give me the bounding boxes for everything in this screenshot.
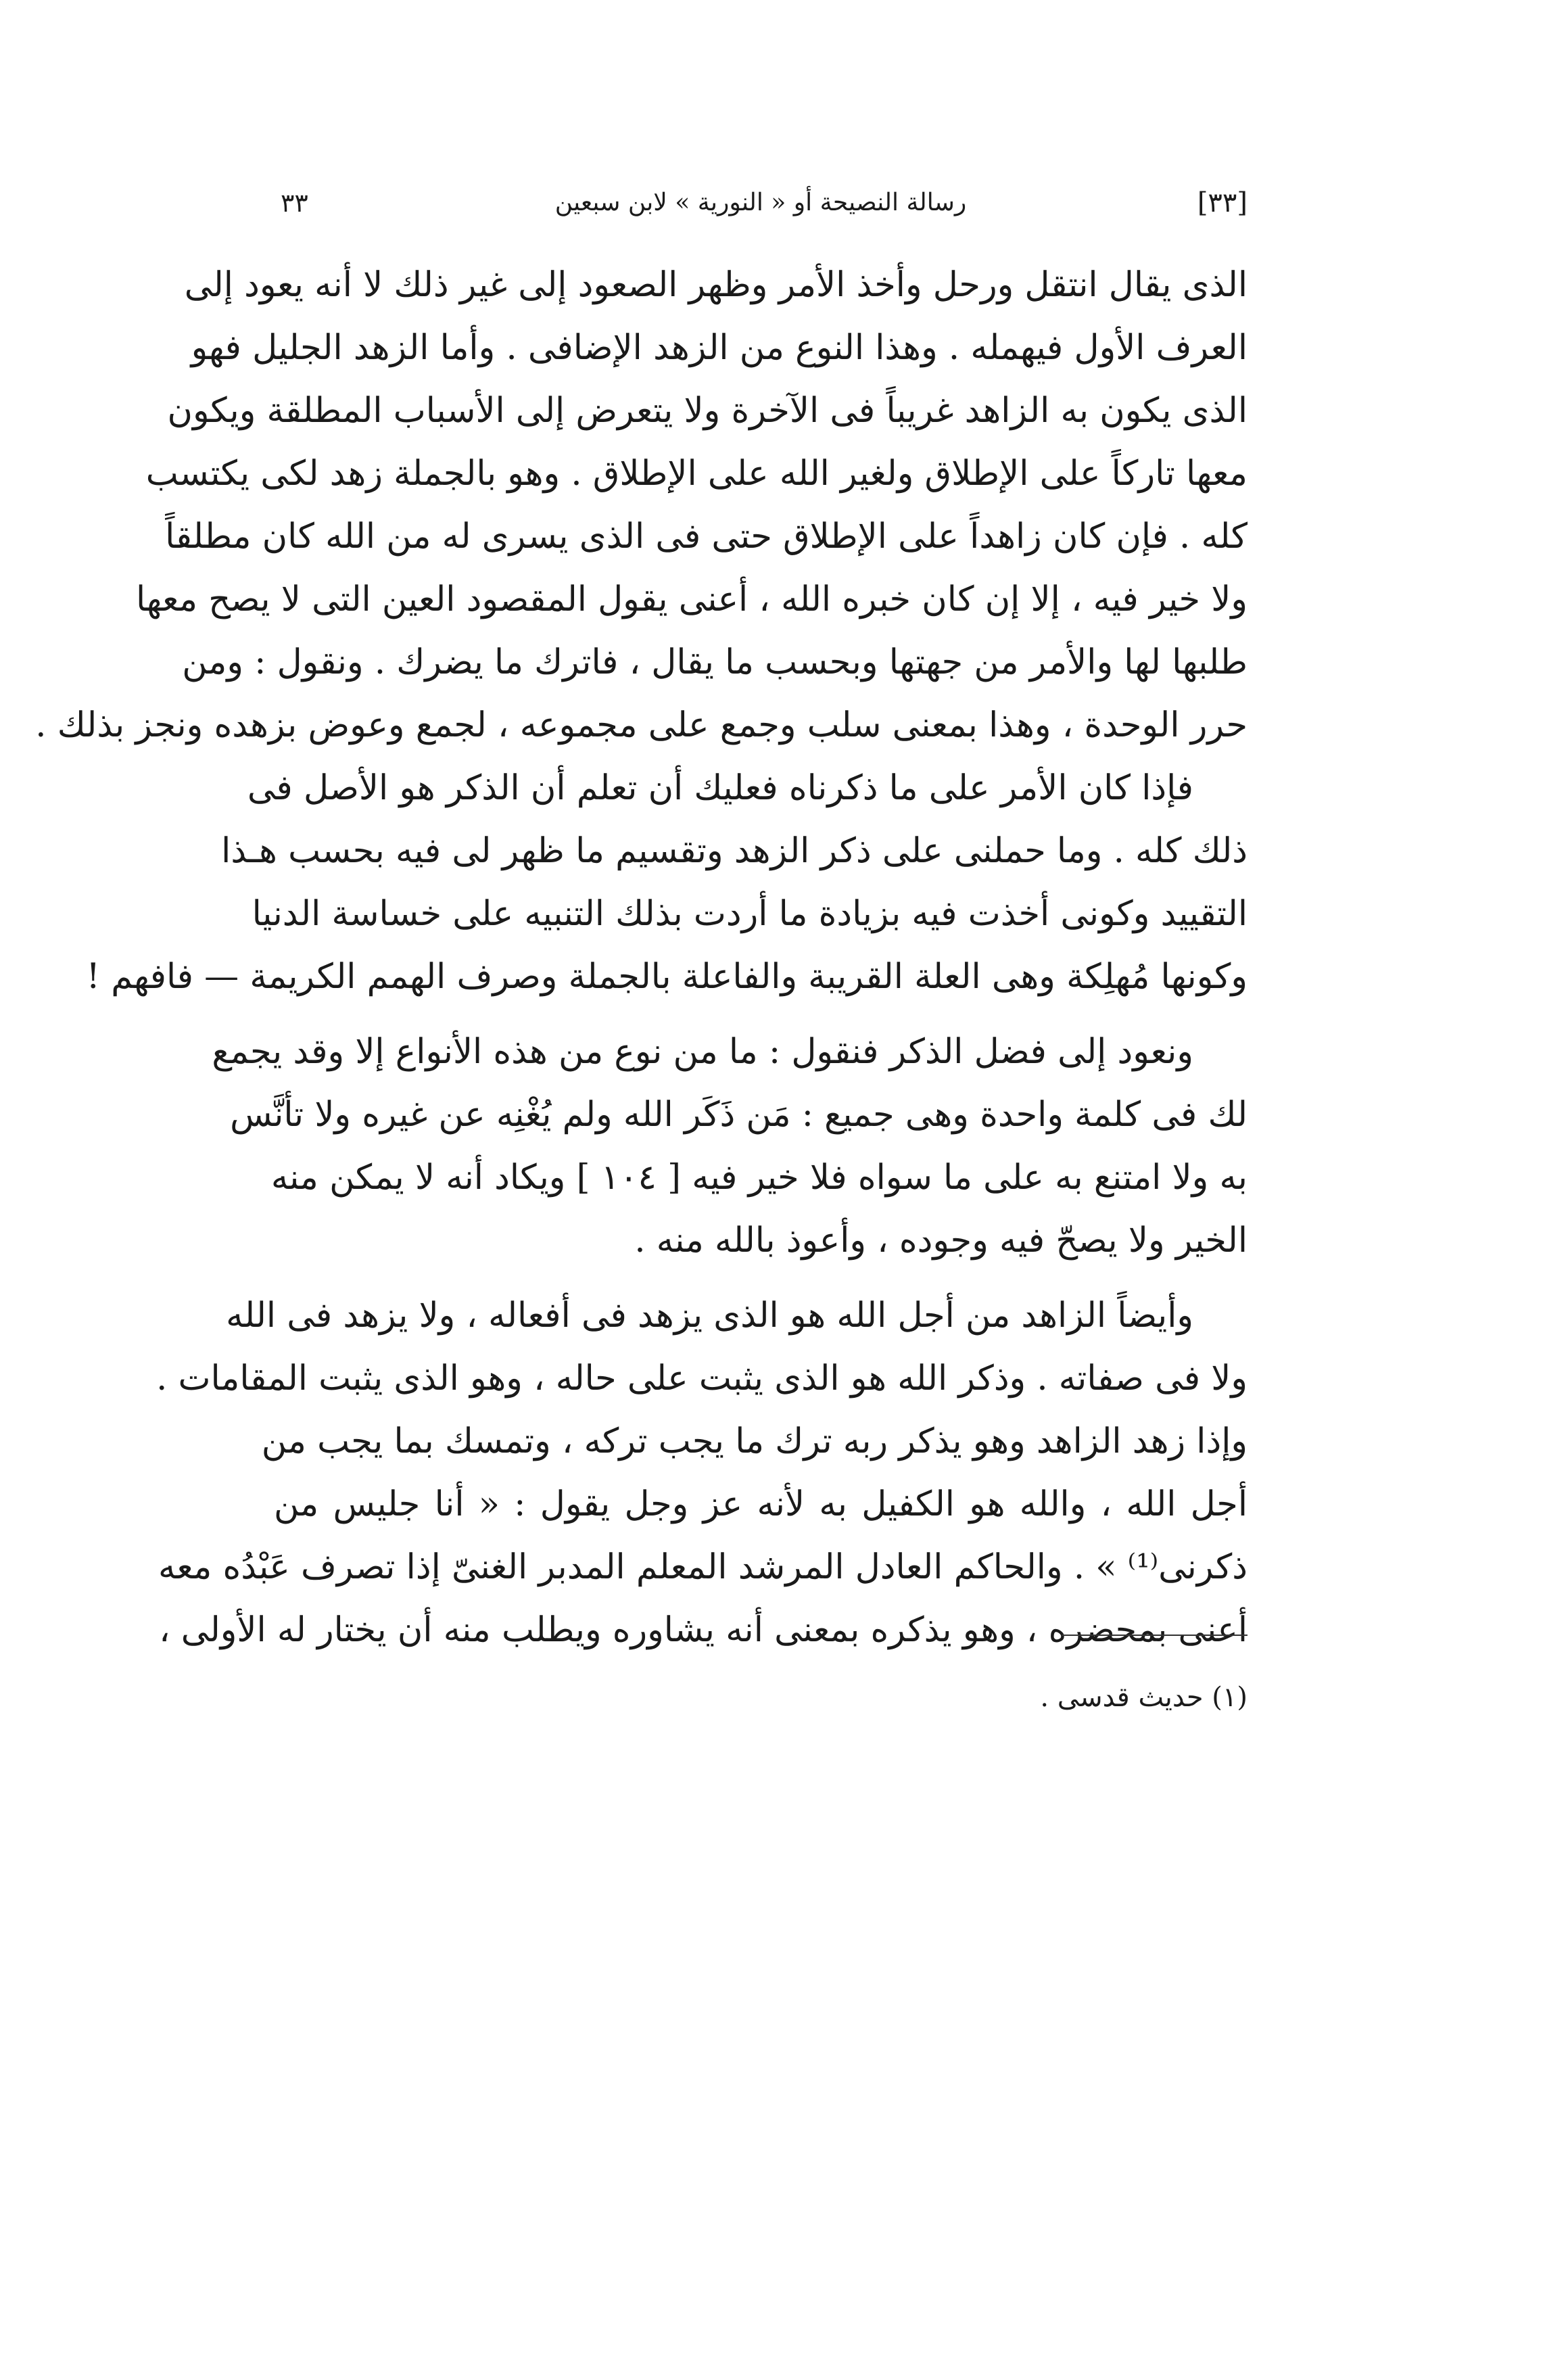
text-line: الذى يكون به الزاهد غريباً فى الآخرة ولا يتعرض إلى الأسباب المطلقة ويكون (167, 391, 1248, 431)
text-line: ذلك كله . وما حملنى على ذكر الزهد وتقسيم ما ظهر لى فيه بحسب هـذا (221, 831, 1248, 871)
running-title: رسالة النصيحة أو « النورية » لابن سبعين (554, 189, 967, 216)
text-line: العرف الأول فيهمله . وهذا النوع من الزهد الإضافى . وأما الزهد الجليل فهو (191, 328, 1248, 368)
text-line: وكونها مُهلِكة وهى العلة القريبة والفاعلة بالجملة وصرف الهمم الكريمة — فافهم ! (86, 957, 1248, 997)
text-line: به ولا امتنع به على ما سواه فلا خير فيه [ ١٠٤ ] ويكاد أنه لا يمكن منه (270, 1158, 1248, 1198)
text-line: الخير ولا يصحّ فيه وجوده ، وأعوذ بالله منه . (634, 1221, 1248, 1261)
text-line: لك فى كلمة واحدة وهى جميع : مَن ذَكَر الله ولم يُغْنِه عن غيره ولا تأنَّس (230, 1095, 1248, 1135)
text-line: وأيضاً الزاهد من أجل الله هو الذى يزهد فى أفعاله ، ولا يزهد فى الله (226, 1296, 1193, 1336)
original-page-number: [٣٣] (1197, 187, 1248, 218)
text-line: فإذا كان الأمر على ما ذكرناه فعليك أن تعلم أن الذكر هو الأصل فى (247, 768, 1193, 808)
text-line: ونعود إلى فضل الذكر فنقول : ما من نوع من هذه الأنواع إلا وقد يجمع (212, 1032, 1193, 1072)
page-header (274, 183, 1248, 230)
text-line: ولا خير فيه ، إلا إن كان خبره الله ، أعنى يقول المقصود العين التى لا يصح معها (136, 580, 1248, 619)
text-line: وإذا زهد الزاهد وهو يذكر ربه ترك ما يجب تركه ، وتمسك بما يجب من (261, 1422, 1248, 1461)
text-line: ولا فى صفاته . وذكر الله هو الذى يثبت على حاله ، وهو الذى يثبت المقامات . (156, 1359, 1248, 1399)
text-line: معها تاركاً على الإطلاق ولغير الله على الإطلاق . وهو بالجملة زهد لكى يكتسب (145, 454, 1248, 494)
page-number: ٣٣ (281, 188, 308, 218)
text-line: كله . فإن كان زاهداً على الإطلاق حتى فى الذى يسرى له من الله كان مطلقاً (165, 517, 1248, 557)
text-line: حرر الوحدة ، وهذا بمعنى سلب وجمع على مجموعه ، لجمع وعوض بزهده ونجز بذلك . (35, 705, 1248, 745)
text-line: الذى يقال انتقل ورحل وأخذ الأمر وظهر الصعود إلى غير ذلك لا أنه يعود إلى (184, 265, 1248, 305)
paragraph-gap (274, 1272, 1248, 1284)
paragraph-gap (274, 1008, 1248, 1020)
footnote-separator (1062, 1635, 1248, 1636)
body-text (35, 254, 1248, 1662)
text-line: ذكرنى⁽¹⁾ » . والحاكم العادل المرشد المعلم المدبر الغنىّ إذا تصرف عَبْدُه معه (158, 1547, 1248, 1587)
footnote: (١) حديث قدسى . (1040, 1682, 1248, 1713)
text-line: التقييد وكونى أخذت فيه بزيادة ما أردت بذلك التنبيه على خساسة الدنيا (252, 894, 1248, 934)
text-line: طلبها لها والأمر من جهتها وبحسب ما يقال ، فاترك ما يضرك . ونقول : ومن (182, 642, 1248, 682)
text-line: أجل الله ، والله هو الكفيل به لأنه عز وجل يقول : « أنا جليس من (274, 1484, 1248, 1524)
text-line: أعنى بمحضره ، وهو يذكره بمعنى أنه يشاوره ويطلب منه أن يختار له الأولى ، (159, 1610, 1248, 1650)
